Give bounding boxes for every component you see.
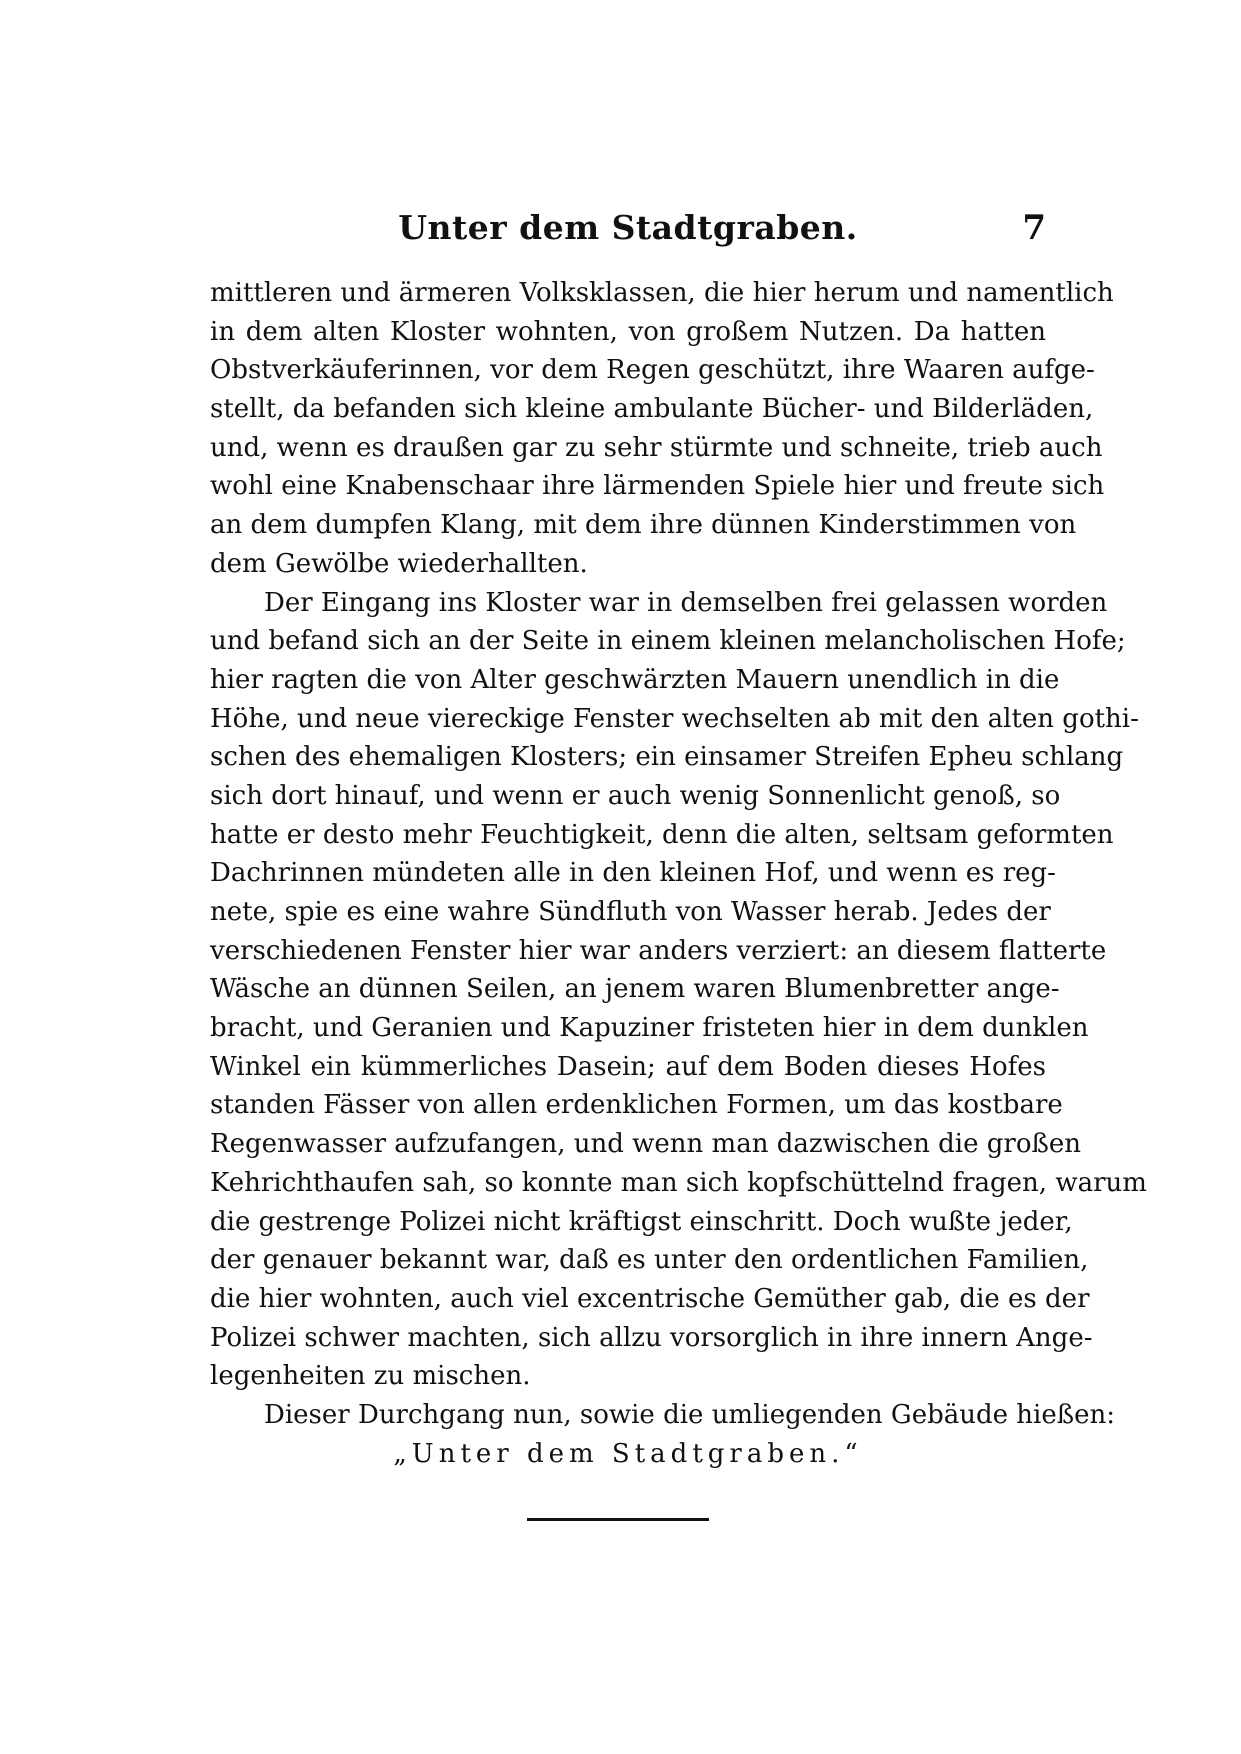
end-rule [527, 1518, 709, 1521]
text-line: standen Fässer von allen erdenklichen Formen, um das kostbare [210, 1090, 1063, 1121]
text-line: Winkel ein kümmerliches Dasein; auf dem Boden dieses Hofes [210, 1051, 1046, 1082]
closing-title: „Unter dem Stadtgraben.“ [393, 1438, 863, 1469]
text-line: hatte er desto mehr Feuchtigkeit, denn die alten, seltsam geformten [210, 819, 1114, 850]
text-line: und, wenn es draußen gar zu sehr stürmte und schneite, trieb auch [210, 432, 1103, 463]
text-line: Regenwasser aufzufangen, und wenn man dazwischen die großen [210, 1129, 1081, 1160]
text-line: schen des ehemaligen Klosters; ein einsamer Streifen Epheu schlang [210, 742, 1124, 773]
text-line: hier ragten die von Alter geschwärzten Mauern unendlich in die [210, 664, 1060, 695]
text-line: Der Eingang ins Kloster war in demselben frei gelassen worden [264, 587, 1108, 618]
text-line: und befand sich an der Seite in einem kleinen melancholischen Hofe; [210, 626, 1126, 657]
text-line: Polizei schwer machten, sich allzu vorsorglich in ihre innern Ange- [210, 1322, 1093, 1353]
text-line: der genauer bekannt war, daß es unter den ordentlichen Familien, [210, 1245, 1089, 1276]
text-line: Wäsche an dünnen Seilen, an jenem waren Blumenbretter ange- [210, 974, 1060, 1005]
text-line: sich dort hinauf, und wenn er auch wenig Sonnenlicht genoß, so [210, 780, 1061, 811]
text-line: Höhe, und neue viereckige Fenster wechselten ab mit den alten gothi- [210, 703, 1139, 734]
text-line: Dieser Durchgang nun, sowie die umliegenden Gebäude hießen: [264, 1399, 1115, 1430]
text-line: Dachrinnen mündeten alle in den kleinen Hof, und wenn es reg- [210, 858, 1056, 889]
text-line: nete, spie es eine wahre Sündfluth von Wasser herab. Jedes der [210, 897, 1051, 927]
text-line: wohl eine Knabenschaar ihre lärmenden Spiele hier und freute sich [210, 471, 1105, 502]
running-title: Unter dem Stadtgraben. [398, 208, 858, 247]
text-line: die hier wohnten, auch viel excentrische Gemüther gab, die es der [210, 1283, 1090, 1314]
text-line: bracht, und Geranien und Kapuziner fristeten hier in dem dunklen [210, 1013, 1089, 1044]
page-number: 7 [1022, 208, 1046, 248]
text-line: Kehrichthaufen sah, so konnte man sich kopfschüttelnd fragen, warum [210, 1167, 1147, 1198]
text-line: mittleren und ärmeren Volksklassen, die hier herum und namentlich [210, 278, 1114, 308]
running-head [210, 208, 1046, 254]
text-line: verschiedenen Fenster hier war anders verziert: an diesem flatterte [210, 935, 1107, 966]
text-line: Obstverkäuferinnen, vor dem Regen geschützt, ihre Waaren aufge- [210, 355, 1095, 386]
text-line: an dem dumpfen Klang, mit dem ihre dünnen Kinderstimmen von [210, 510, 1077, 541]
text-line: die gestrenge Polizei nicht kräftigst einschritt. Doch wußte jeder, [210, 1206, 1073, 1237]
text-line: dem Gewölbe wiederhallten. [210, 548, 588, 579]
text-line: in dem alten Kloster wohnten, von großem Nutzen. Da hatten [210, 316, 1046, 347]
text-line: legenheiten zu mischen. [210, 1361, 531, 1392]
text-line: stellt, da befanden sich kleine ambulante Bücher- und Bilderläden, [210, 394, 1094, 425]
body-text [210, 274, 1147, 1473]
